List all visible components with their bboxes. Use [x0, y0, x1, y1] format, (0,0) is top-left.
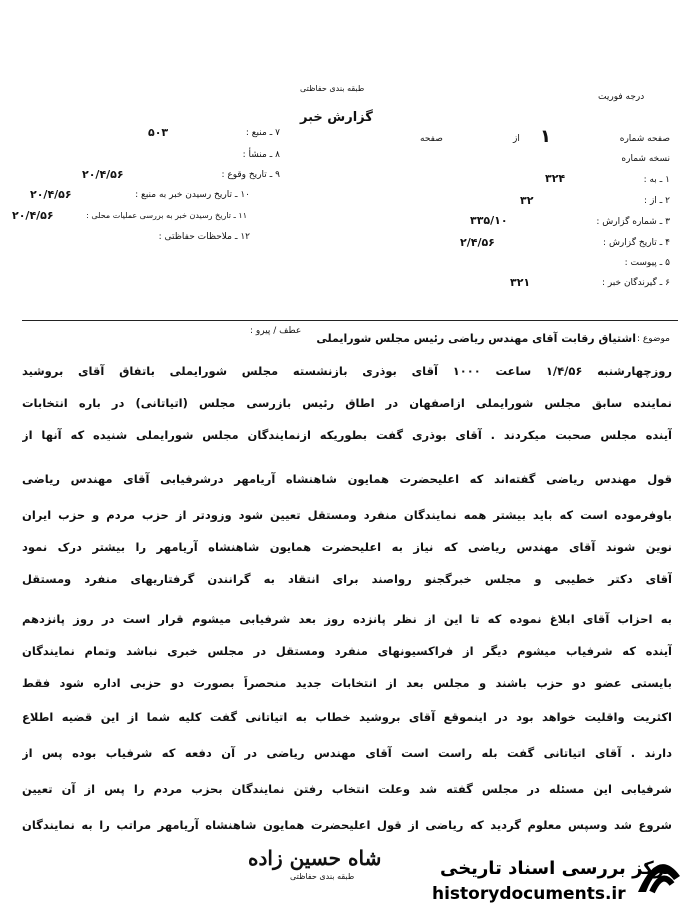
archive-url: historydocuments.ir: [432, 884, 626, 904]
left-field-value: ۲۰/۴/۵۶: [82, 168, 124, 181]
right-field-value: ۳۲: [520, 194, 534, 207]
body-line: اکثریت واقلیت خواهد بود در اینموقع آقای بروشید خطاب به اتیاتانی گفت کلیه شما از این قضیه اطلاع: [22, 710, 672, 724]
right-field-label: صفحه شماره: [619, 134, 670, 144]
classification-label-top: طبقه بندی حفاظتی: [300, 84, 365, 93]
left-field-label: ۱۰ ـ تاریخ رسیدن خبر به منبع :: [135, 190, 250, 200]
right-field-label: ۵ ـ پیوست :: [624, 258, 670, 268]
right-field-label: ۳ ـ شماره گزارش :: [596, 217, 670, 227]
report-title: گزارش خبر: [300, 110, 373, 125]
right-field-value: ۲/۴/۵۶: [460, 236, 495, 249]
reference-label: عطف / پیرو :: [250, 326, 302, 336]
body-line: بایستی عضو دو حزب باشند و مجلس بعد از انتخابات جدید منحصراً بصورت دو حزبی اداره شود فقط: [22, 676, 672, 690]
body-line: روزچهارشنبه ۱/۴/۵۶ ساعت ۱۰۰۰ آقای بوذری بازنشسته مجلس شورایملی باتفاق آقای بروشید: [22, 364, 672, 378]
right-field-label: ۶ ـ گیرندگان خبر :: [601, 278, 670, 288]
left-field-label: ۹ ـ تاریخ وقوع :: [221, 170, 280, 180]
body-line: شروع شد وسپس معلوم گردید که ریاضی از قول اعلیحضرت همایون شاهنشاه آریامهر مراتب را به نمایندگان: [22, 818, 672, 832]
body-line: باوفرموده است که باید بیشتر همه نمایندگان منفرد ومستقل تعیین شود وزودتر از حزب مردم و حزب ایران: [22, 508, 672, 522]
body-line: نوین شوند آقای مهندس ریاضی که نیاز به اعلیحضرت همایون شاهنشاه آریامهر را بیشتر درک نمود: [22, 540, 672, 554]
right-field-value: ۱: [540, 126, 551, 147]
subject-text: اشتیاق رقابت آقای مهندس ریاضی رئیس مجلس شورایملی: [316, 332, 636, 345]
right-field-value: ۳۳۵/۱۰: [470, 214, 508, 227]
subject-label: موضوع :: [636, 334, 670, 344]
page-of-label: از: [513, 134, 520, 144]
page-suffix-label: صفحه: [420, 134, 443, 144]
left-field-label: ۸ ـ منشأ :: [242, 150, 280, 160]
body-line: آینده که شرفیاب میشوم دیگر از فراکسیونهای منفرد ومستقل در مجلس خبری نباشد وتمام نمایندگان: [22, 644, 672, 658]
left-field-label: ۱۲ ـ ملاحظات حفاظتی :: [158, 232, 250, 242]
right-field-label: ۲ ـ از :: [644, 196, 670, 206]
right-field-value: ۳۲۴: [545, 172, 566, 185]
right-field-label: نسخه شماره: [621, 154, 670, 164]
body-line: نماینده سابق مجلس شورایملی ازاصفهان در اطاق رئیس بازرسی مجلس (اتیاتانی) در باره انتخابات: [22, 396, 672, 410]
archive-title: مرکز بررسی اسناد تاریخی: [440, 858, 677, 879]
body-line: آینده مجلس صحبت میکردند . آقای بوذری گفت بطوریکه ازنمایندگان مجلس شورایملی شنیده که آنها از: [22, 428, 672, 442]
body-line: آقای دکتر خطیبی و مجلس خبرگجنو رواصند برای انتقاد به گرانندن گرفتاریهای منفرد ومستقل: [22, 572, 672, 586]
left-field-label: ۷ ـ منبع :: [245, 128, 280, 138]
header-divider: [22, 320, 678, 321]
left-field-label: ۱۱ ـ تاریخ رسیدن خبر به بررسی عملیات محلی :: [86, 211, 247, 220]
body-line: به احزاب آقای ابلاغ نموده که تا این از نظر پانزده روز بعد شرفیابی میشوم قرار است در روز پانزدهم: [22, 612, 672, 626]
left-field-value: ۲۰/۴/۵۶: [12, 209, 54, 222]
body-line: شرفیابی این مسئله در مجلس گفته شد وعلت انتخاب رفتن نمایندگان بحزب مردم را پس از آن تعیین: [22, 782, 672, 796]
right-field-label: ۱ ـ به :: [643, 175, 670, 185]
left-field-value: ۵۰۳: [148, 126, 169, 139]
right-field-value: ۳۲۱: [510, 276, 531, 289]
left-field-value: ۲۰/۴/۵۶: [30, 188, 72, 201]
classification-label-bottom: طبقه بندی حفاظتی: [290, 872, 355, 881]
body-line: قول مهندس ریاضی گفته‌اند که اعلیحضرت همایون شاهنشاه آریامهر درشرفیابی آقای مهندس ریاضی: [22, 472, 672, 486]
body-line: دارند . آقای اتیاتانی گفت بله راست است آقای مهندس ریاضی در آن دفعه که شرفیاب بوده پس از: [22, 746, 672, 760]
right-field-label: ۴ ـ تاریخ گزارش :: [603, 238, 670, 248]
signature: شاه حسین زاده: [248, 846, 382, 870]
urgency-label: درجه فوریت: [598, 92, 645, 102]
